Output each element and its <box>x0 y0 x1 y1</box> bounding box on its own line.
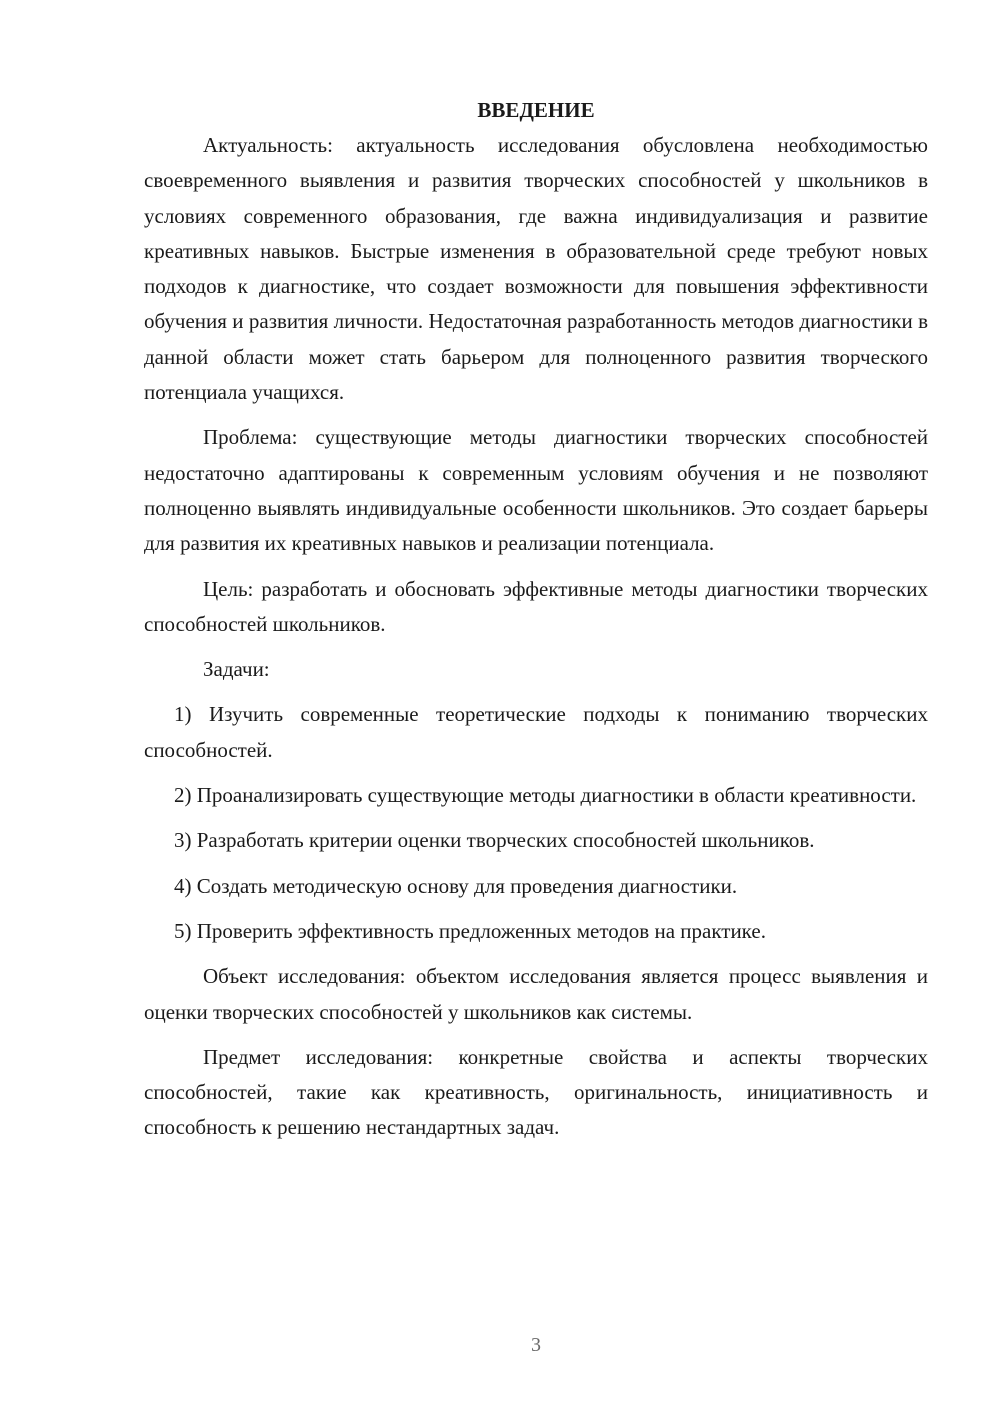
task-item-5: 5) Проверить эффективность предложенных методов на практике. <box>174 918 766 943</box>
page-number: 3 <box>531 1334 541 1356</box>
tasks-heading: Задачи: <box>203 657 270 682</box>
page-content <box>144 93 928 1146</box>
paragraph-object: Объект исследования: объектом исследования является процесс выявления и оценки творческих способностей у школьников как системы. <box>144 964 928 1024</box>
paragraph-problem: Проблема: существующие методы диагностики творческих способностей недостаточно адаптированы к современным условиям обучения и не позволяют полноценно выявлять индивидуальные особенности школьников. Это создает барьеры для развития их креативных навыков и реализации потенциала. <box>144 425 928 556</box>
paragraph-relevance: Актуальность: актуальность исследования обусловлена необходимостью своевременного выявления и развития творческих способностей у школьников в условиях современного образования, где важна индивидуализация и развитие креативных навыков. Быстрые изменения в образовательной среде требуют новых подходов к диагностике, что создает возможности для повышения эффективности обучения и развития личности. Недостаточная разработанность методов диагностики в данной области может стать барьером для полноценного развития творческого потенциала учащихся. <box>144 133 928 405</box>
task-item-2: 2) Проанализировать существующие методы диагностики в области креативности. <box>174 783 917 808</box>
paragraph-goal: Цель: разработать и обосновать эффективные методы диагностики творческих способностей школьников. <box>144 576 928 636</box>
task-item-3: 3) Разработать критерии оценки творческих способностей школьников. <box>174 828 815 853</box>
task-item-4: 4) Создать методическую основу для проведения диагностики. <box>174 873 738 898</box>
task-item-1: 1) Изучить современные теоретические подходы к пониманию творческих способностей. <box>144 702 928 762</box>
page-title: ВВЕДЕНИЕ <box>477 98 595 122</box>
paragraph-subject: Предмет исследования: конкретные свойства и аспекты творческих способностей, такие как креативность, оригинальность, инициативность и способность к решению нестандартных задач. <box>144 1044 928 1140</box>
